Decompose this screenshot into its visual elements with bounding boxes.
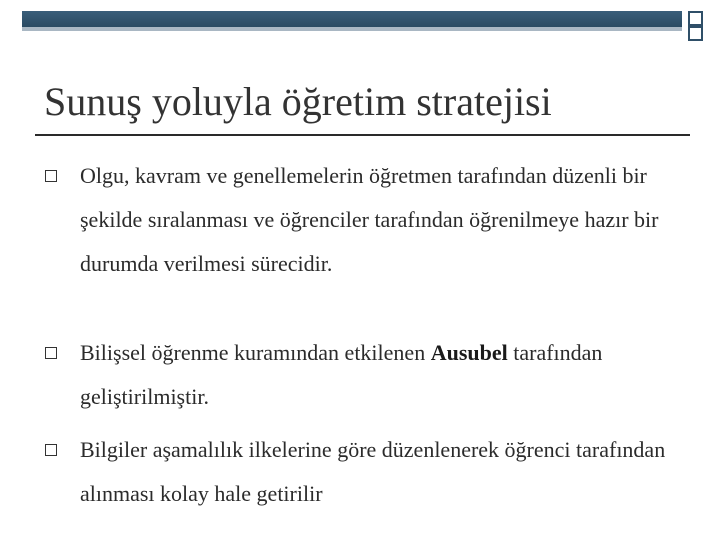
- corner-decor-square-bottom: [688, 26, 703, 41]
- bullet-text-segment: tarafından geliştirilmiştir.: [80, 340, 603, 409]
- bullet-text-segment: Bilişsel öğrenme kuramından etkilenen: [80, 340, 431, 365]
- bullet-marker: [45, 444, 57, 456]
- bullet-text: Bilgiler aşamalılık ilkelerine göre düzenlenerek öğrenci tarafından alınması kolay hale getirilir: [80, 437, 666, 506]
- bullet-marker: [45, 347, 57, 359]
- slide-title: Sunuş yoluyla öğretim stratejisi: [44, 79, 552, 124]
- bullet-marker: [45, 170, 57, 182]
- title-divider: [35, 134, 690, 136]
- bullet-text: Olgu, kavram ve genellemelerin öğretmen tarafından düzenli bir şekilde sıralanması ve öğrenciler tarafından öğrenilmeye hazır bir durumda verilmesi sürecidir.: [80, 163, 659, 276]
- header-bar: [22, 11, 682, 31]
- bullet-text: [80, 331, 690, 419]
- header-bar-fill: [22, 11, 682, 27]
- corner-decor-square-top: [688, 11, 703, 26]
- author-name-bold: Ausubel: [430, 340, 508, 365]
